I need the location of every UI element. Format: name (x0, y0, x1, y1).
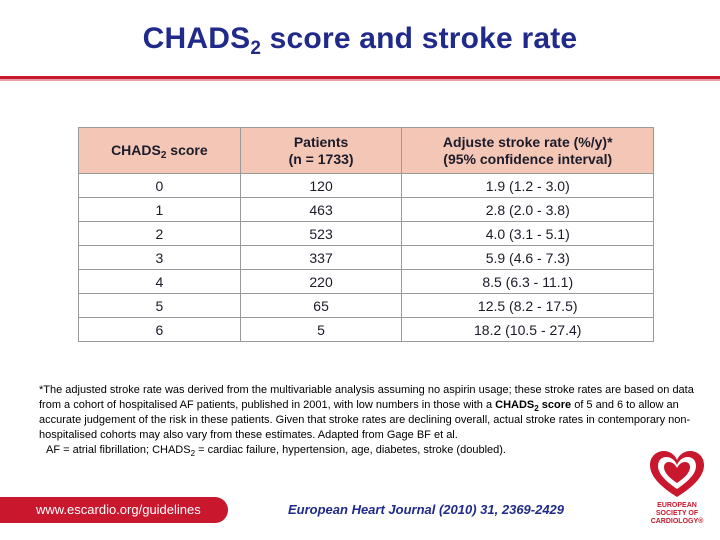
cell-rate: 8.5 (6.3 - 11.1) (402, 270, 654, 294)
footnote (39, 383, 705, 458)
header-stroke-rate: Adjuste stroke rate (%/y)* (95% confidence interval) (402, 128, 654, 174)
heart-icon (644, 447, 710, 501)
guidelines-link[interactable]: www.escardio.org/guidelines (0, 497, 228, 523)
cell-patients: 65 (240, 294, 402, 318)
cell-patients: 5 (240, 318, 402, 342)
cell-patients: 120 (240, 174, 402, 198)
cell-patients: 523 (240, 222, 402, 246)
table-header-row (79, 128, 654, 174)
title-divider-shadow (0, 79, 720, 81)
title-subscript: 2 (250, 38, 262, 59)
cell-score: 6 (79, 318, 241, 342)
footnote-adjusted-rate: *The adjusted stroke rate was derived from the multivariable analysis assuming no aspirin usage; these stroke rates are based on data from a cohort of hospitalised AF patients, published in 2001, with low numbers in those with a $CHADS_2$ score of 5 and 6 to allow an accurate judgement of the risk in these patients. Given that stroke rates are declining overall, actual stroke rates in contemporary non-hospitalised cohorts may also vary from these estimates. Adapted from Gage BF et al. (39, 384, 694, 441)
journal-citation: European Heart Journal (2010) 31, 2369-2429 (288, 502, 565, 517)
cell-patients: 463 (240, 198, 402, 222)
title-rest: score and stroke rate (261, 22, 578, 55)
table-row (79, 270, 654, 294)
cell-rate: 5.9 (4.6 - 7.3) (402, 246, 654, 270)
cell-rate: 12.5 (8.2 - 17.5) (402, 294, 654, 318)
slide-title (0, 22, 720, 59)
cell-rate: 18.2 (10.5 - 27.4) (402, 318, 654, 342)
cell-rate: 2.8 (2.0 - 3.8) (402, 198, 654, 222)
table-row (79, 318, 654, 342)
stroke-rate-table (78, 127, 654, 342)
esc-logo (644, 447, 710, 533)
table-row (79, 222, 654, 246)
header-chads-score: $CHADS_2$ score (79, 128, 241, 174)
cell-score: 3 (79, 246, 241, 270)
footnote-abbreviations: AF = atrial fibrillation; $CHADS_2$ = cardiac failure, hypertension, age, diabetes, stroke (doubled). (46, 444, 506, 458)
cell-rate: 4.0 (3.1 - 5.1) (402, 222, 654, 246)
footnote-chads-bold: $CHADS_2$ score (495, 399, 572, 413)
header-patients: Patients (n = 1733) (240, 128, 402, 174)
table-row (79, 294, 654, 318)
cell-score: 4 (79, 270, 241, 294)
table-row (79, 174, 654, 198)
cell-patients: 337 (240, 246, 402, 270)
title-main: CHADS (142, 22, 251, 55)
cell-patients: 220 (240, 270, 402, 294)
cell-score: 5 (79, 294, 241, 318)
table-row (79, 198, 654, 222)
logo-text: EUROPEAN SOCIETY OF CARDIOLOGY® (650, 502, 704, 525)
cell-rate: 1.9 (1.2 - 3.0) (402, 174, 654, 198)
cell-score: 0 (79, 174, 241, 198)
cell-score: 2 (79, 222, 241, 246)
cell-score: 1 (79, 198, 241, 222)
table-row (79, 246, 654, 270)
